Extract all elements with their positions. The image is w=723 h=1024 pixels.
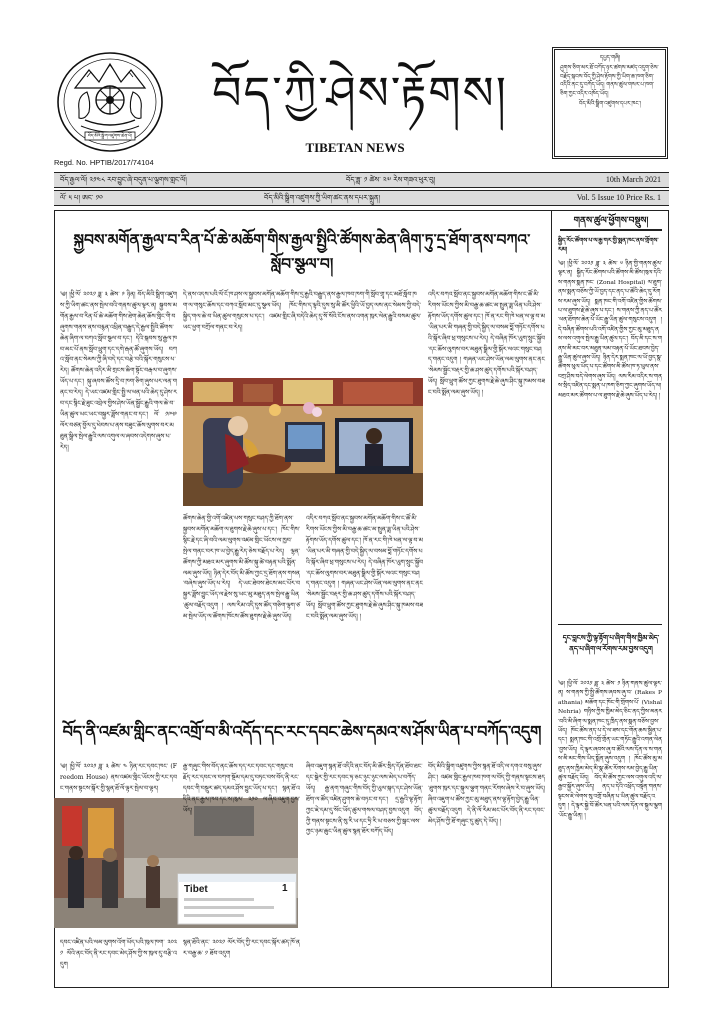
news-brief-header: གནས་ཚུལ་ཕྱོགས་བསྡུས། [560, 214, 662, 231]
news-brief-separator [558, 624, 662, 625]
publisher-line: བོད་མིའི་སྒྲིག་འཛུགས་ཀྱི་ཡིག་ཚང་ནས་དཔར་སྐྲུན། [264, 194, 381, 202]
notice-line-2: ཤུགས་ཅིག་མར་ཐོ་བཀོད་ཉར་ཚགས་མཛད་འདུག་ཅེས་བརྗོད་སྐབས་བོད་ཀྱི་ཤེས་རྟོགས་ཀྱི་ཡིག་ཆ་ཁག་ཅིག་འདིའི་ནང་དུ་བཀོད་ཡོད། གནས་ཚུལ་གསར་པ་ཁག་ཅིག་ཀྱང་འདིར་འཁོད་ཡོད། [560, 65, 659, 97]
tibetan-date: བོད་ཟླ་ ༡ ཚེས་ ༢༧ རེས་གཟའ་ཕུར་བུ། [346, 176, 436, 184]
registration-number: Regd. No. HPTIB/2017/74104 [54, 158, 154, 167]
article1-photo [183, 378, 423, 506]
news-brief-1-title: སྐྱིད་རོང་ཚོགས་པ་ལ་རྒྱ་གར་གྱི་སྨན་ཁང་ནས་གྲོགས་རམ། [558, 237, 659, 254]
article2-column-3: ཞིབ་འཇུག་སྙན་ཐོ་འདིའི་ནང་བོད་མི་ཚོར་སྲིད་དོན་ཐོབ་ཐང་དང་སྒེར་གྱི་རང་དབང་ཧ་ཅང་ཉུང་ཉུང་ལས་མེད་པ་བཀོད་ཡོད། རྒྱ་ནག་གཞུང་གིས་བོད་ཀྱི་ཡུལ་སྐད་དང་ཤེས་ཡོན་ཐོག་ལ་ཚོད་འཛིན་ཤུགས་ཆེ་བཏང་བ་དང་། དྲ་རྒྱའི་ལྟ་རྟོག་ཀྱང་ཇེ་དམ་དུ་སོང་ཡོད་ཚུལ་གསལ་བཤད་བྱས་འདུག བོད་ཀྱི་གནས་སྟངས་ནི་སུ་རི་ཡ་དང་ཧྲི་རི་ཡ་བཅས་ཀྱི་སྒང་ལས་ཀྱང་ཉམ་ཆུང་ཡིན་ཚུལ་སྙན་ཐོར་བཀོད་ཡོད། [306, 763, 423, 836]
emblem-motto: བོད་མིའི་སྒྲིག་འཛུགས་ཆེན་པོ། [87, 134, 133, 139]
photo-overlay-label: Tibet [184, 884, 208, 895]
article1-column-3b: འདིར་བཀའ་སློབ་ནང་སྐྱབས་མགོན་མཆོག་གིས་ང་ཚོ་མི་རིགས་ཡོངས་ཀྱིས་མི་བརྒྱ་ཆ་ཚང་མ་སྤུན་ཟླ་ཡིན་པའི་ཤེས་རྟོགས་ཡོད་དགོས་ཚུལ་དང་། ཁོ་ན་རང་གི་ཁེ་ཕན་ལ་ལྟ་བ་མ་ཡིན་པར་མི་གཞན་གྱི་བདེ་སྐྱིད་ལ་བསམ་བློ་གཏོང་དགོས་པའི་སྐོར་ཞིབ་ཕྲ་གསུངས་པ་རེད། དེ་བཞིན་ཁོར་ཡུག་སྲུང་སྐྱོབ་དང་ཆོས་ལུགས་བར་མཐུན་སྒྲིལ་གྱི་སྐོར་ལའང་གསུང་བཤད་གནང་འདུག ། གཞན་ཡང་ཤེས་ཡོན་ལམ་ལུགས་ནང་ནང་སེམས་སྦྱོང་བརྡར་གྱི་ཆ་ཤས་ཚུད་དགོས་པའི་སྐོར་བཤད་ཡོད། སློབ་ཕྲུག་ཚོས་ཀྱང་ཐུགས་རྗེ་ཆེ་ཞུས་ཤིང་སྐུ་ཁམས་བཟང་བའི་སྨོན་ལམ་ཞུས་ཡོད། ། [306, 515, 423, 621]
news-brief-2-body: ༄། །ཕྱི་ལོ་ ༢༠༢༡ ཟླ་ ༣ ཚེས་ ༡ ཉིན་གནས་ཚུལ་ལྟར་ན། ས་གནས་ཀྱི་སྤྱི་ཚོགས་ཞབས་ཞུ་བ་ (Rakes Pathania) མཆོག་དང་ཁོང་གི་གྲོགས་པོ་ (Vishal Nehria) གཉིས་ཀྱིས་ཁྱིམ་མེད་ཅིང་ནད་ཀྱིས་མནར་བའི་མི་ཞིག་ལ་སྨན་ཁང་དུ་ཁྲིད་ནས་སྨན་བཅོས་བྱས་ཡོད། ཁོང་ཚོས་ནད་པ་དེ་ལ་ཟས་དང་གོན་ཆས་སྦྱིན་པ་དང་། སྨན་ཁང་གི་འགྲོ་གྲོན་ཡང་གཏོང་རྒྱུའི་འགན་ལེན་བྱས་ཡོད། དེ་ལྟར་ཞབས་ཞུ་བ་ཚོའི་ལས་དོན་ལ་ས་གནས་མི་མང་གིས་ཡིད་སྨོན་ཞུས་འདུག ། ཁོང་ཚོས་མུ་མཐུད་ནས་ཁྱིམ་མེད་མི་སྣ་ཚོར་རོགས་རམ་བྱེད་རྒྱུ་ཡིན་ཚུལ་བརྗོད་ཡོད། བོད་མི་ཚོས་ཀྱང་ལས་འགུལ་འདི་ལ་རྒྱབ་སྐྱོར་ཞུས་ཡོད། ནད་པ་དེའི་འཕྲོད་བསྟེན་གནས་སྟངས་ཇེ་ལེགས་སུ་འགྲོ་བཞིན་པ་ཡིན་ཚུལ་བརྗོད་འདུག ། དེ་ལྟར་སྐྱེ་བོ་ཚོར་ཕན་པའི་ལས་དོན་ལ་སྐུལ་ལྕག་ཡོང་རྒྱུ་ཡིན། ། [558, 681, 662, 819]
masthead-title-english: TIBETAN NEWS [305, 140, 405, 155]
issue-bar [54, 190, 669, 206]
date-bar [54, 172, 669, 188]
article1-column-3: ཚོགས་ཆེན་གྱི་འགོ་འཛིན་པས་གསུང་བཤད་ཀྱི་ཐོག་ནས་སྐྱབས་མགོན་མཆོག་ལ་ཐུགས་རྗེ་ཆེ་ཞུས་པ་དང་། ཁོང་གིས་སྙིང་རྗེ་དང་ཞི་བའི་ལམ་ལུགས་འཛམ་གླིང་ཡོངས་ལ་ཁྱབ་སྤེལ་གནང་བར་ཁ་ཡ་བྱེད་རྒྱུ་རེད་ཅེས་བརྗོད་པ་རེད། ལྷན་ཚོགས་ཀྱི་མཐའ་མར་ཞུགས་མི་ཚོས་སྐུ་ཚེ་བརྟན་པའི་སྨོན་ལམ་ཞུས་ཡོད། ཉིན་དེར་བོད་མི་ཚོས་ཀྱང་དྲ་ཐོག་ནས་གསན་བཞེས་ཞུས་ཡོད་པ་རེད། དེ་ཡང་ཐེབས་ཐེངས་མང་པོར་བསྐྱར་ཟློས་བྱུང་ཡོད་ལ་རྗེས་སུ་ཡང་མུ་མཐུད་ནས་སྤེལ་རྒྱུ་ཡིན་ཚུལ་བརྗོད་འདུག ། ལས་རིམ་འདི་དུས་ཚོད་གཅིག་ལྷག་ཙམ་སྤེལ་ཡོད་ལ་ཚོགས་ཁོངས་ཚོས་ཐུགས་རྗེ་ཆེ་ཞུས་ཡོད། [183, 515, 300, 621]
news-brief-1-body: ༄། །ཕྱི་ལོ་ ༢༠༢༡ ཟླ་ ༣ ཚེས་ ༦ ཉིན་གྱི་གནས་ཚུལ་ལྟར་ན། སྐྱིད་རོང་ཚོགས་པའི་ཚོགས་མི་ཚོས་ཁུལ་དེའི་ས་གནས་སྨན་ཁང་ (Zonal Hospital) ལ་ཐུག་ནས་སྨན་བཅོས་ཀྱི་ཡོ་བྱད་དང་ནད་པ་ཚོའི་ཆེད་དུ་རོགས་རམ་ཞུས་ཡོད། སྨན་ཁང་གི་འགོ་འཛིན་གྱིས་ཚོགས་པ་ལ་ཐུགས་རྗེ་ཆེ་ཞུས་པ་དང་། ས་གནས་ཀྱི་ནད་པ་ཚོར་ཕན་ཐོགས་ཆེན་པོ་ཡོང་རྒྱུ་ཡིན་ཚུལ་གསུངས་འདུག ། དེ་བཞིན་ཚོགས་པའི་འགོ་འཛིན་གྱིས་ཀྱང་མུ་མཐུད་ནས་ལས་འགུལ་སྤེལ་རྒྱུ་ཡིན་ཚུལ་དང་། བོད་མི་དང་ས་གནས་མི་མང་བར་མཐུན་ལམ་བརྟན་པོ་ཡོང་ཐབས་བྱེད་རྒྱུ་ཡིན་ཚུལ་ཞུས་ཡོད། ཉིན་དེར་སྨན་ཁང་ལ་ཡོ་བྱད་སྣ་ཚོགས་ཕུལ་ཡོད་པ་དང་ཚོགས་མི་ཚོས་ཁ་ཏ་ཕུལ་ནས་བཀྲ་ཤིས་བདེ་ལེགས་ཞུས་ཡོད། ལས་རིམ་འདིར་ས་གནས་སྲིད་འཛིན་དང་སྨན་པ་ཁག་ཅིག་ཀྱང་ཞུགས་ཡོད་ལ། མཐའ་མར་ཚོགས་པ་ལ་ཐུགས་རྗེ་ཆེ་ཞུས་ཡོད་པ་རེད། ། [558, 261, 662, 399]
article2-column-2: རྒྱ་གཞུང་གིས་བོད་ནང་ཆོས་དད་རང་དབང་དང་གསུང་བརྗོད་རང་དབང་ལ་བཀག་སྡོམ་དམ་དུ་བཏང་བས་བོད་ནི་རང་དབང་གི་བསྡུར་ཚད་དམའ་ཤོས་བྱུང་ཡོད་པ་དང་། སྙན་ཐོ་འདིའི་ནང་རྒྱལ་ཁབ་དང་ས་ཁུལ་ ༢༡༠ ལ་ཞིབ་འཇུག་བྱས་ཡོད། [183, 763, 300, 814]
notice-line-3: བོད་མིའི་སྒྲིག་འཛུགས་དཔར་ཁང་། [578, 101, 642, 108]
column-divider [551, 210, 552, 988]
news-brief-2-title: དྭང་བླངས་ཀྱི་ལྟ་རྟོག་པ་ཞིག་གིས་ཁྱིམ་མེད་ནད་པ་ཞིག་ལ་རོགས་རམ་བྱས་འདུག [562, 633, 660, 653]
notice-line-1: དཔྱད་གཞི། [599, 55, 621, 61]
article1-column-4: འདིར་བཀའ་སློབ་ནང་སྐྱབས་མགོན་མཆོག་གིས་ང་ཚོ་མི་རིགས་ཡོངས་ཀྱིས་མི་བརྒྱ་ཆ་ཚང་མ་སྤུན་ཟླ་ཡིན་པའི་ཤེས་རྟོགས་ཡོད་དགོས་ཚུལ་དང་། ཁོ་ན་རང་གི་ཁེ་ཕན་ལ་ལྟ་བ་མ་ཡིན་པར་མི་གཞན་གྱི་བདེ་སྐྱིད་ལ་བསམ་བློ་གཏོང་དགོས་པའི་སྐོར་ཞིབ་ཕྲ་གསུངས་པ་རེད། དེ་བཞིན་ཁོར་ཡུག་སྲུང་སྐྱོབ་དང་ཆོས་ལུགས་བར་མཐུན་སྒྲིལ་གྱི་སྐོར་ལའང་གསུང་བཤད་གནང་འདུག ། གཞན་ཡང་ཤེས་ཡོན་ལམ་ལུགས་ནང་ནང་སེམས་སྦྱོང་བརྡར་གྱི་ཆ་ཤས་ཚུད་དགོས་པའི་སྐོར་བཤད་ཡོད། སློབ་ཕྲུག་ཚོས་ཀྱང་ཐུགས་རྗེ་ཆེ་ཞུས་ཤིང་སྐུ་ཁམས་བཟང་བའི་སྨོན་ལམ་ཞུས་ཡོད། ། [428, 291, 545, 397]
article2-headline: བོད་ནི་འཛམ་གླིང་ནང་འགྲོ་བ་མི་འདོད་དང་རང་དབང་ཆེས་དམའ་ས་ཤོས་ཡིན་པ་བཀོད་འདུག [62, 722, 542, 741]
article2-column-1: ༄། །ཕྱི་ལོ་ ༢༠༢༡ ཟླ་ ༣ ཚེས་ ༤ ཉིན་རང་དབང་ཁང་ (Freedom House) ནས་འཛམ་གླིང་ཡོངས་ཀྱི་རང་དབང་གནས་སྟངས་སྐོར་གྱི་སྙན་ཐོ་ལོ་ལྟར་སྤེལ་བ་ལྟར། [60, 763, 177, 792]
volume-price: Vol. 5 Issue 10 Price Rs. 1 [576, 193, 661, 202]
article2-column-2-lower: སྙན་ཐོའི་ནང་ ༢༠༢༡ ལོར་བོད་ཀྱི་རང་དབང་སྐོར་ཚད་ཁོ་ནར་བརྒྱ་ཆ་ ༡ ཐོབ་འདུག [183, 939, 300, 957]
notice-box [552, 47, 668, 159]
article2-photo [54, 798, 298, 928]
english-date: 10th March 2021 [605, 175, 661, 184]
article2-column-1-lower: དབང་འཛིན་པའི་ལམ་ལུགས་འོག་ཡོད་པའི་ཁུལ་ཁག་ ༢༠༢༡ ལོའི་ནང་བོད་ནི་རང་དབང་མེད་ཤོས་ཀྱི་ས་ཁུལ་དུ་བརྩི་འདུག [60, 939, 177, 968]
masthead-title-tibetan: བོད་ཀྱི་ཤེས་རྟོགས། [212, 66, 508, 120]
article2-column-4: བོད་མིའི་སྒྲིག་འཛུགས་ཀྱིས་སྙན་ཐོ་འདི་ལ་དགའ་བསུ་ཞུས་ཤིང་། འཛམ་གླིང་རྒྱལ་ཁབ་ཁག་ལ་བོད་ཀྱི་གནས་སྟངས་ཐད་ཐུགས་ཁུར་དང་སྐུལ་ལྕག་གནང་རོགས་ཞེས་རེ་བ་ཞུས་ཡོད། ཞིབ་འཇུག་པ་ཚོས་ཀྱང་མུ་མཐུད་ནས་ལྟ་རྟོག་བྱེད་རྒྱུ་ཡིན་ཚུལ་བརྗོད་འདུག དེ་ནི་ལོ་རིམ་མང་པོར་བོད་ནི་རང་དབང་མེད་ཤོས་ཀྱི་ཐོ་གཞུང་དུ་ཚུད་དེ་ཡོད། ། [428, 763, 545, 825]
article1-column-2: དེ་ནས་འདས་པའི་ལོ་ངོ་ཁ་ཤས་ལ་སྐྱབས་མགོན་མཆོག་གིས་དྲ་རྒྱའི་བརྒྱུད་ནས་རྒྱལ་ཁབ་ཁག་གི་སློབ་གྲྭ་དང་མཐོ་སློབ་ཁག་ལ་གསུང་ཆོས་དང་བཀའ་སློབ་མང་དུ་སྩལ་ཡོད། ཁོང་གིས་ད་ལྟའི་དུས་སུ་མི་ཚོར་ཕྱིའི་ཡོ་བྱད་ལས་ནང་སེམས་ཀྱི་བདེ་སྐྱིད་གལ་ཆེ་བ་ཡིན་ཚུལ་གསུངས་པ་དང་། འཛམ་གླིང་ཞི་བདེའི་ཆེད་དུ་སོ་སོའི་ངོས་ནས་འགན་ཁུར་ལེན་རྒྱུའི་བསམ་ཚུལ་ཡང་ཕྱག་བཀྲོལ་གནང་བ་རེད། [183, 291, 421, 331]
official-emblem [55, 50, 165, 155]
photo-overlay-number: 1 [282, 883, 288, 894]
article1-column-1: ༄། །ཕྱི་ལོ་ ༢༠༢༡ ཟླ་ ༣ ཚེས་ ༩ ཉིན། བོད་མིའི་སྒྲིག་འཛུགས་ཀྱི་ཡིག་ཚང་ནས་སྤེལ་བའི་གནས་ཚུལ་ལྟར་ན། སྐྱབས་མགོན་རྒྱལ་བ་རིན་པོ་ཆེ་མཆོག་གིས་ཐེག་ཆེན་ཆོས་གླིང་གི་བཞུགས་གནས་ནས་བརྙན་འཕྲིན་བརྒྱུད་དེ་རྒྱལ་སྤྱིའི་ཚོགས་ཆེན་ཞིག་ལ་བཀའ་སློབ་སྩལ་བ་དང་། དེའི་སྐབས་སུ་རྒྱལ་ཁབ་མང་པོ་ནས་སློབ་ཕྲུག་དང་དགེ་རྒན་ཚོ་ཞུགས་ཡོད། བཀའ་སློབ་ནང་སེམས་ཀྱི་ཞི་བདེ་དང་བརྩེ་བའི་སྐོར་གསུངས་པ་རེད། ཚོགས་ཆེན་འདིར་མི་གྲངས་ཆིག་སྟོང་བརྒལ་བ་ཞུགས་ཡོད་པ་དང་། སྐུ་ཞབས་ཚོས་དྲི་བ་ཁག་ཅིག་ཞུས་པར་ལན་གནང་བ་རེད། དེ་ཡང་འཛམ་གླིང་སྤྱི་ལ་ཕན་པའི་ཆེད་དུ་ཤེས་རབ་དང་སྙིང་རྗེ་ཟུང་འབྲེལ་གྱིས་ཤེས་ཡོན་སྦྱོང་རྒྱུའི་གལ་ཆེ་བ་ཡིན་ཚུལ་ཡང་ཡང་བསྐྱར་ཟློས་གནང་བ་དང་། ལོ་ ༡༩༥༩ ལོར་བཙན་བྱོལ་དུ་ཕེབས་པ་ནས་བཟུང་ཆོས་ལུགས་བར་མཐུན་སྒྲིལ་སྤེལ་རྒྱུའི་ལས་འགུལ་ལ་ཞབས་འདེགས་ཞུས་པ་རེད། [60, 291, 177, 451]
tibetan-year: བོད་རྒྱལ་ལོ། ༢༡༤༨ རབ་བྱུང་ཞེ་བདུན་པ་ལྕགས་གླང་ལོ། [60, 176, 187, 184]
volume-tibetan: ལོ་ ༥ པ། ཨང་ ༡༠ [60, 194, 103, 202]
article1-headline: སྐྱབས་མགོན་རྒྱལ་བ་རིན་པོ་ཆེ་མཆོག་གིས་རྒྱལ་སྤྱིའི་ཚོགས་ཆེན་ཞིག་ཏུ་དྲ་ཐོག་ནས་བཀའ་སློབ་སྩལ་བ། [73, 230, 531, 273]
